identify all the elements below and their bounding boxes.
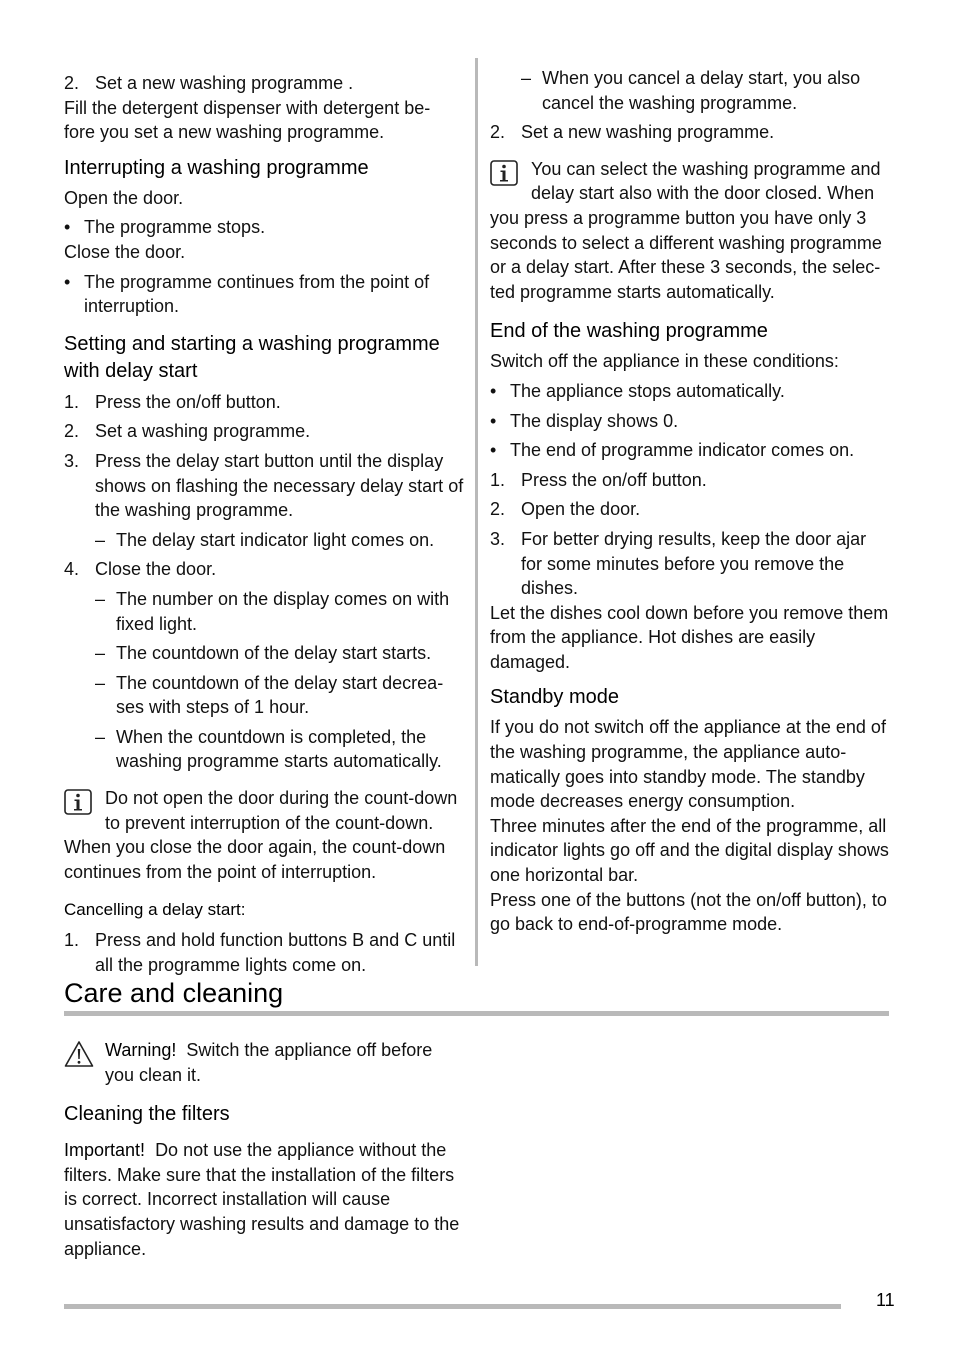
dash-marker: – [95, 672, 106, 693]
bullet-marker: • [64, 271, 71, 292]
list-text: The number on the display comes on with fixed light. [116, 588, 450, 634]
page-number: 11 [876, 1290, 895, 1310]
column-divider [475, 58, 478, 966]
list-text: The programme stops. [84, 217, 266, 238]
note-text: Do not open the door during the count-down to prevent interruption of the count-down. When you close the door again, the count-down continues from the point of interruption. [64, 788, 458, 882]
warning-label: Warning! [105, 1040, 177, 1060]
list-item [64, 390, 466, 415]
paragraph [64, 96, 466, 145]
list-item [64, 215, 466, 240]
left-column [64, 66, 466, 977]
list-text: Set a washing programme. [95, 421, 311, 442]
list-text: Press and hold function buttons B and C until all the programme lights come on. [95, 930, 456, 975]
bullet-marker: • [64, 217, 71, 238]
list-number: 2. [490, 122, 506, 143]
care-body [64, 1038, 466, 1261]
list-text: When you cancel a delay start, you also cancel the washing programme. [542, 68, 861, 113]
dash-marker: – [521, 68, 532, 88]
info-icon [490, 160, 518, 186]
section-heading-interrupting: Interrupting a washing programme [64, 156, 369, 179]
list-item [490, 438, 890, 463]
warning-icon [64, 1040, 94, 1068]
list-number: 3. [64, 450, 80, 471]
list-number: 1. [64, 930, 80, 951]
list-item [490, 409, 890, 434]
sub-list-item [490, 66, 890, 115]
important-text: Do not use the appliance without the filters. Make sure that the installation of the filters is correct. Incorrect installation will cause unsatisfactory washing results and damage to the appliance. [64, 1140, 460, 1259]
warning-note [64, 1038, 466, 1087]
list-number: 2. [64, 73, 80, 93]
paragraph: Press one of the buttons (not the on/off button), to go back to end-of-programme mode. [490, 889, 887, 935]
info-note [490, 157, 890, 305]
list-number: 1. [64, 391, 80, 412]
footer-rule [64, 1304, 841, 1309]
list-item [64, 928, 466, 977]
list-item [64, 419, 466, 444]
bullet-marker: • [490, 380, 497, 401]
list-text: Press the on/off button. [95, 391, 281, 412]
list-text: Open the door. [521, 499, 641, 520]
section-heading-cleaning-filters: Cleaning the filters [64, 1103, 230, 1126]
bullet-marker: • [490, 440, 497, 461]
list-item [490, 379, 890, 404]
sub-list-item [64, 641, 466, 666]
bullet-marker: • [490, 410, 497, 431]
list-item [64, 449, 466, 523]
right-column [490, 66, 890, 937]
dash-marker: – [95, 588, 106, 609]
list-item [490, 120, 890, 145]
fill-text-line-1: Fill the detergent dispenser with detergent be- [64, 97, 431, 118]
list-item [490, 468, 890, 493]
paragraph [64, 1138, 466, 1261]
list-number: 2. [64, 421, 80, 442]
list-item [490, 497, 890, 522]
list-text: The delay start indicator light comes on. [116, 529, 435, 550]
paragraph: Open the door. [64, 187, 184, 208]
fill-text-line-2: fore you set a new washing programme. [64, 122, 385, 143]
list-text: When the countdown is completed, the washing programme starts automatically. [116, 726, 442, 772]
sub-list-item [64, 587, 466, 636]
dash-marker: – [95, 726, 106, 747]
sub-list-item [64, 528, 466, 553]
list-text: Set a new washing programme . [95, 73, 354, 93]
list-text: The display shows 0. [510, 410, 679, 431]
list-number: 1. [490, 469, 506, 490]
list-text: For better drying results, keep the door ajar for some minutes before you remove the dishes. [521, 528, 867, 599]
list-text: Close the door. [95, 559, 217, 580]
list-text: Press the delay start button until the display shows on flashing the necessary delay start of the washing programme. [95, 450, 464, 521]
list-text: The countdown of the delay start decrea-ses with steps of 1 hour. [116, 672, 444, 718]
list-item [490, 527, 890, 601]
list-item [64, 71, 466, 96]
warning-text: Switch the appliance off before you clean it. [105, 1040, 433, 1085]
section-heading-end-of-programme: End of the washing programme [490, 320, 768, 343]
paragraph: Three minutes after the end of the programme, all indicator lights go off and the digital display shows one horizontal bar. [490, 815, 889, 886]
care-and-cleaning-section [64, 975, 889, 1261]
paragraph: Switch off the appliance in these conditions: [490, 351, 839, 372]
sub-list-item [64, 725, 466, 774]
note-text: You can select the washing programme and delay start also with the door closed. When you press a programme button you have only 3 seconds to select a different washing programme or a delay start. After these 3 seconds, the selec-ted programme starts automatically. [490, 158, 882, 302]
list-text: The programme continues from the point of interruption. [84, 271, 430, 317]
section-heading-delay-start: Setting and starting a washing programme with delay start [64, 332, 440, 382]
list-text: Press the on/off button. [521, 469, 707, 490]
list-text: The appliance stops automatically. [510, 380, 785, 401]
info-note [64, 786, 466, 884]
important-label: Important! [64, 1140, 146, 1161]
paragraph: Let the dishes cool down before you remove them from the appliance. Hot dishes are easily damaged. [490, 602, 889, 672]
paragraph: If you do not switch off the appliance at the end of the washing programme, the appliance auto-matically goes into standby mode. The standby mode decreases energy consumption. [490, 717, 886, 812]
list-number: 2. [490, 499, 506, 520]
list-text: The countdown of the delay start starts. [116, 643, 432, 664]
section-heading-standby: Standby mode [490, 686, 619, 709]
info-icon [64, 789, 92, 815]
dash-marker: – [95, 643, 106, 664]
list-text: The end of programme indicator comes on. [510, 440, 855, 461]
list-item [64, 270, 466, 319]
list-item [64, 557, 466, 582]
chapter-title: Care and cleaning [64, 978, 284, 1008]
list-text: Set a new washing programme. [521, 122, 775, 143]
section-heading-cancelling: Cancelling a delay start: [64, 900, 246, 920]
sub-list-item [64, 671, 466, 720]
dash-marker: – [95, 529, 106, 550]
chapter-rule [64, 1011, 889, 1016]
list-number: 3. [490, 528, 506, 549]
list-number: 4. [64, 559, 80, 580]
paragraph: Close the door. [64, 241, 186, 262]
